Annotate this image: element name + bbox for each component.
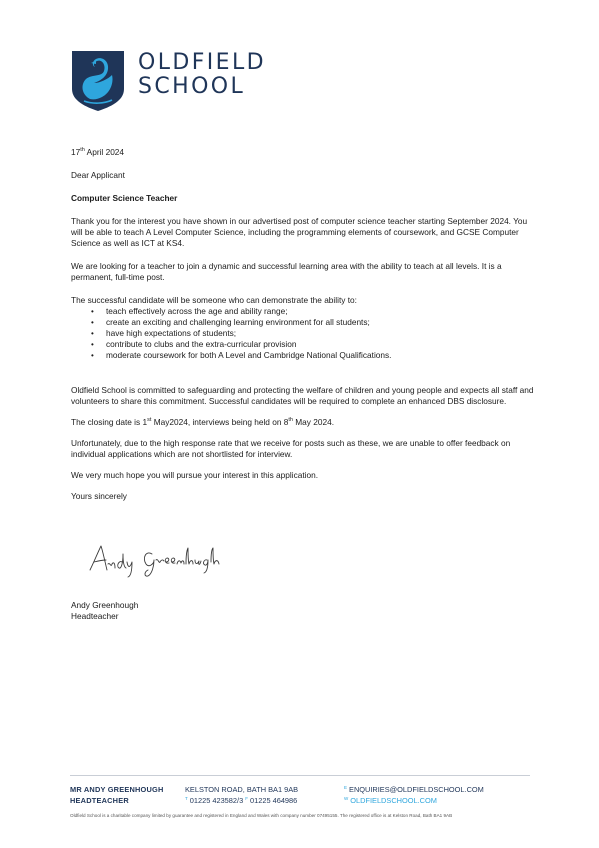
footer-online <box>344 784 484 806</box>
footer-contact <box>185 784 298 806</box>
paragraph-feedback: Unfortunately, due to the high response rate that we receive for posts such as these, we are unable to offer feedback on individual applications which are not shortlisted for interview. <box>71 438 511 459</box>
paragraph-intro: Thank you for the interest you have shown in our advertised post of computer science teacher starting September 2024. You will be able to teach A Level Computer Science, including the programming elements of coursework, and GCSE Computer Science as well as ICT at KS4. <box>71 216 528 248</box>
list-item: • contribute to clubs and the extra-curricular provision <box>71 339 536 350</box>
footer-head-name: MR ANDY GREENHOUGH <box>70 785 164 794</box>
list-item: • have high expectations of students; <box>71 328 536 339</box>
footer-phones: $^T$ 01225 423582/3 $^F$ 01225 464986 <box>185 795 298 805</box>
legal-notice: Oldfield School is a charitable company limited by guarantee and registered in England and Wales with company number 07495155. The registered office is at Kelston Road, Bath BA1 9AB <box>70 813 453 818</box>
signer-block <box>71 600 138 622</box>
school-wordmark <box>138 51 266 99</box>
footer-email[interactable]: $^E$ ENQUIRIES@OLDFIELDSCHOOL.COM <box>344 784 484 794</box>
school-logo <box>70 49 266 113</box>
valediction: Yours sincerely <box>71 491 127 501</box>
handwritten-signature <box>86 540 226 580</box>
paragraph-safeguarding: Oldfield School is committed to safeguarding and protecting the welfare of children and young people and expects all staff and volunteers to share this commitment. Successful candidates will be required to complete an enhanced DBS disclosure. <box>71 385 534 406</box>
letter-body <box>71 147 536 502</box>
signer-title: Headteacher <box>71 611 119 621</box>
paragraph-hope: We very much hope you will pursue your interest in this application. <box>71 470 319 480</box>
paragraph-criteria: The successful candidate will be someone who can demonstrate the ability to: <box>71 295 357 305</box>
footer-address: KELSTON ROAD, BATH BA1 9AB <box>185 785 299 794</box>
criteria-list <box>71 306 536 361</box>
paragraph-closing-date: The closing date is 1st May2024, interviews being held on 8th May 2024. <box>71 417 335 427</box>
footer-divider <box>70 775 530 776</box>
letter-date: 17th April 2024 <box>71 147 125 157</box>
list-item: • create an exciting and challenging learning environment for all students; <box>71 317 536 328</box>
signer-name: Andy Greenhough <box>71 600 139 610</box>
school-name-line2: SCHOOL <box>138 74 246 99</box>
swan-crest-icon <box>70 49 126 113</box>
school-name-line1: OLDFIELD <box>138 50 266 75</box>
paragraph-role: We are looking for a teacher to join a dynamic and successful learning area with the ability to teach at all levels. It is a permanent, full-time post. <box>71 261 502 282</box>
letter-subject: Computer Science Teacher <box>71 193 178 203</box>
footer-head-title: HEADTEACHER <box>70 796 129 805</box>
list-item: • teach effectively across the age and ability range; <box>71 306 536 317</box>
footer-website-link[interactable]: $^W$ OLDFIELDSCHOOL.COM <box>344 795 437 805</box>
footer-head <box>70 784 164 806</box>
salutation: Dear Applicant <box>71 170 125 180</box>
list-item: • moderate coursework for both A Level and Cambridge National Qualifications. <box>71 350 536 361</box>
